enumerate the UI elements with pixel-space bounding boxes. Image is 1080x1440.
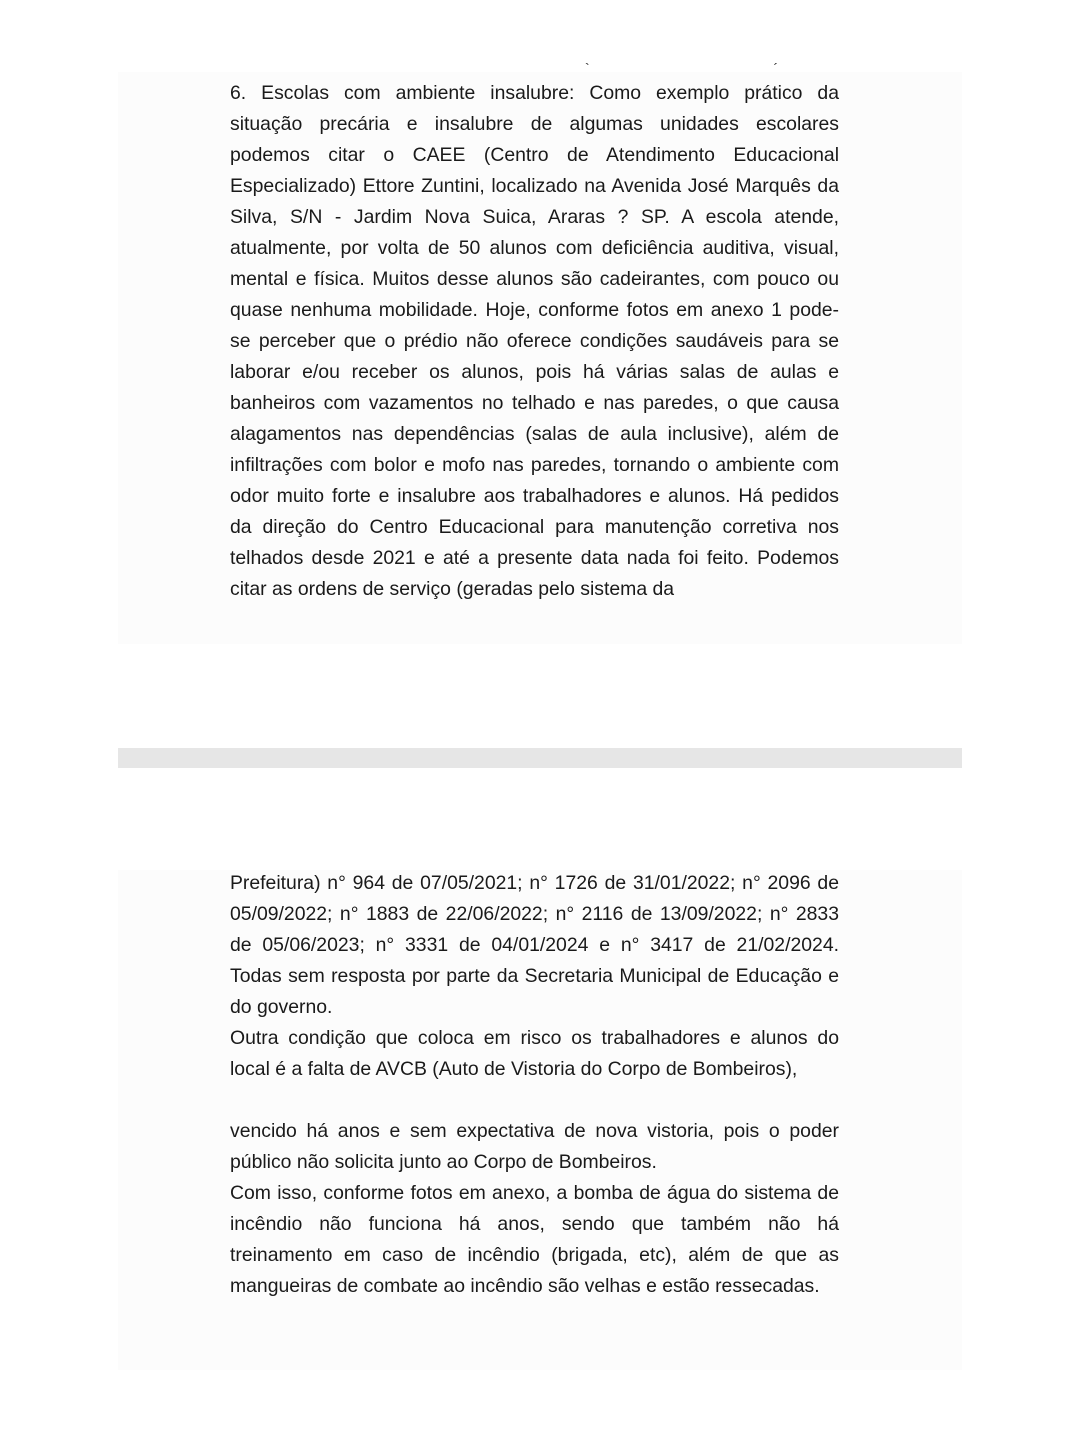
paragraph-avcb: Outra condição que coloca em risco os trabalhadores e alunos do local é a falta de AVCB (Auto de Vistoria do Corpo de Bombeiros), — [230, 1027, 839, 1080]
continuation-text — [230, 868, 839, 1302]
paragraph-expired-inspection: vencido há anos e sem expectativa de nova vistoria, pois o poder público não solicita junto ao Corpo de Bombeiros. — [230, 1120, 839, 1173]
cropped-text-remnant: ` ´ — [585, 60, 869, 76]
page-separator — [118, 748, 962, 768]
paragraph-spacer — [230, 1085, 839, 1116]
paragraph-service-orders: Prefeitura) n° 964 de 07/05/2021; n° 1726 de 31/01/2022; n° 2096 de 05/09/2022; n° 1883 de 22/06/2022; n° 2116 de 13/09/2022; n° 2833 de 05/06/2023; n° 3331 de 04/01/2024 e n° 3417 de 21/02/2024. Todas sem resposta por parte da Secretaria Municipal de Educação e do governo. — [230, 872, 839, 1018]
paragraph-fire-system: Com isso, conforme fotos em anexo, a bomba de água do sistema de incêndio não funciona há anos, sendo que também não há treinamento em caso de incêndio (brigada, etc), além de que as mangueiras de combate ao incêndio são velhas e estão ressecadas. — [230, 1182, 839, 1297]
paragraph-insalubrious-schools: 6. Escolas com ambiente insalubre: Como exemplo prático da situação precária e insalubre de algumas unidades escolares podemos citar o CAEE (Centro de Atendimento Educacional Especializado) Ettore Zuntini, localizado na Avenida José Marquês da Silva, S/N - Jardim Nova Suica, Araras ? SP. A escola atende, atualmente, por volta de 50 alunos com deficiência auditiva, visual, mental e física. Muitos desse alunos são cadeirantes, com pouco ou quase nenhuma mobilidade. Hoje, conforme fotos em anexo 1 pode-se perceber que o prédio não oferece condições saudáveis para se laborar e/ou receber os alunos, pois há várias salas de aulas e banheiros com vazamentos no telhado e nas paredes, o que causa alagamentos nas dependências (salas de aula inclusive), além de infiltrações com bolor e mofo nas paredes, tornando o ambiente com odor muito forte e insalubre aos trabalhadores e alunos. Há pedidos da direção do Centro Educacional para manutenção corretiva nos telhados desde 2021 e até a presente data nada foi feito. Podemos citar as ordens de serviço (geradas pelo sistema da — [230, 82, 839, 600]
